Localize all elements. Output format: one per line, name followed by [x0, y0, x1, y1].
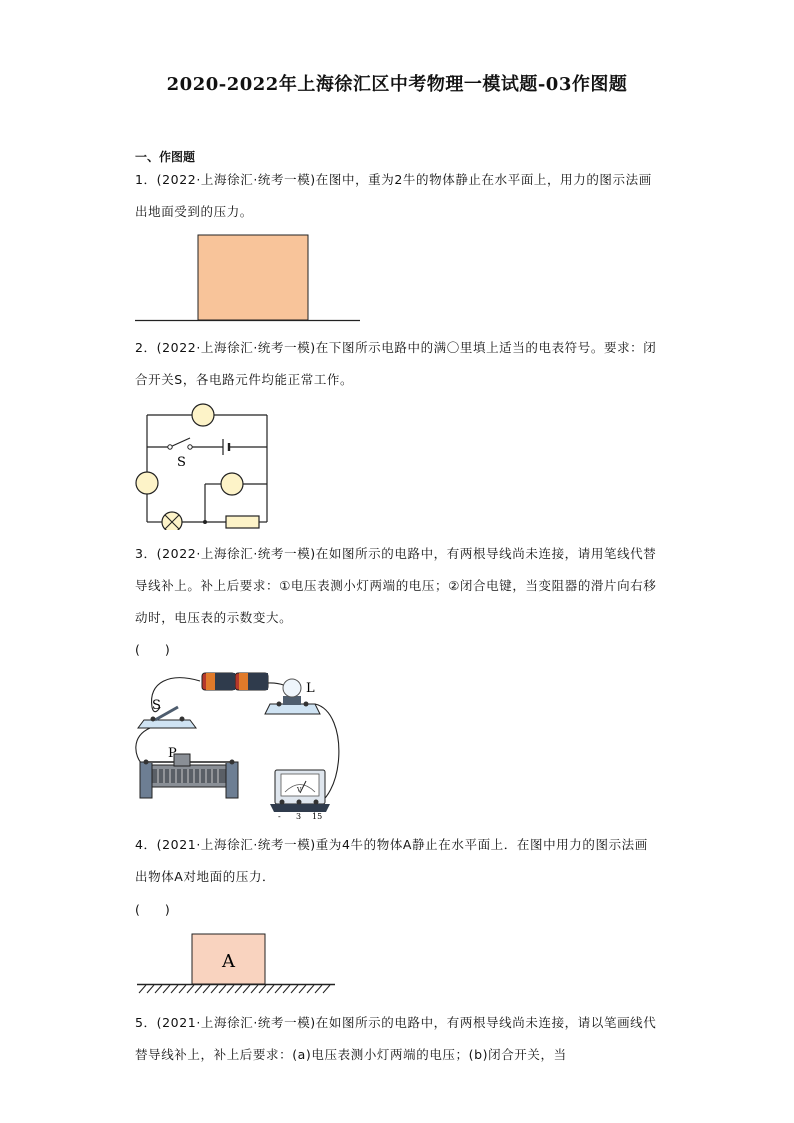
lamp-symbol — [162, 512, 182, 530]
block-object — [198, 235, 308, 320]
meter-circle-top — [192, 404, 214, 426]
question-4-text: 4．(2021·上海徐汇·统考一模)重为4牛的物体A静止在水平面上．在图中用力的图示法画出物体A对地面的压力． — [135, 837, 648, 884]
rheostat — [140, 754, 238, 798]
figure-1-block-on-ground — [135, 232, 365, 327]
meter-circle-inner — [221, 473, 243, 495]
slider-label: P — [168, 746, 177, 761]
battery-pack — [202, 673, 268, 690]
figure-2-circuit-diagram — [130, 400, 280, 530]
resistor-symbol — [226, 516, 259, 528]
terminal-minus-label: - — [278, 812, 281, 821]
switch-label: S — [177, 455, 186, 470]
question-3-text: 3．(2022·上海徐汇·统考一模)在如图所示的电路中，有两根导线尚未连接，请用笔线代替导线补上。补上后要求：①电压表测小灯两端的电压；②闭合电键，当变阻器的滑片向右移动时，电压表的示数变大。 — [135, 546, 657, 625]
knife-switch — [138, 707, 196, 728]
lamp-label: L — [306, 681, 315, 696]
question-2-text: 2．(2022·上海徐汇·统考一模)在下图所示电路中的满〇里填上适当的电表符号。要求：闭合开关S，各电路元件均能正常工作。 — [135, 340, 657, 387]
switch-contact — [168, 445, 172, 449]
ground-hatching — [139, 985, 330, 993]
meter-unit-label: V — [297, 787, 302, 794]
terminal-3-label: 3 — [296, 812, 302, 821]
figure-4-block-a-on-ground — [135, 930, 340, 1000]
answer-bracket-4: ( ) — [135, 902, 170, 917]
switch-label: S — [152, 698, 161, 713]
section-heading: 一、作图题 — [135, 150, 196, 164]
question-5-text: 5．(2021·上海徐汇·统考一模)在如图所示的电路中，有两根导线尚未连接，请以笔画线代替导线补上，补上后要求：(a)电压表测小灯两端的电压；(b)闭合开关，当 — [135, 1015, 657, 1062]
page-title: 2020-2022年上海徐汇区中考物理一模试题-03作图题 — [166, 74, 628, 95]
figure-3-physical-circuit — [130, 662, 360, 822]
answer-bracket-3: ( ) — [135, 642, 170, 657]
wire — [136, 728, 150, 764]
terminal-15-label: 15 — [312, 812, 323, 821]
question-1-text: 1．(2022·上海徐汇·统考一模)在图中，重为2牛的物体静止在水平面上，用力的图示法画出地面受到的压力。 — [135, 172, 652, 219]
meter-circle-left — [136, 472, 158, 494]
junction-dot — [203, 520, 207, 524]
switch-contact — [188, 445, 192, 449]
block-a-label: A — [222, 951, 235, 972]
